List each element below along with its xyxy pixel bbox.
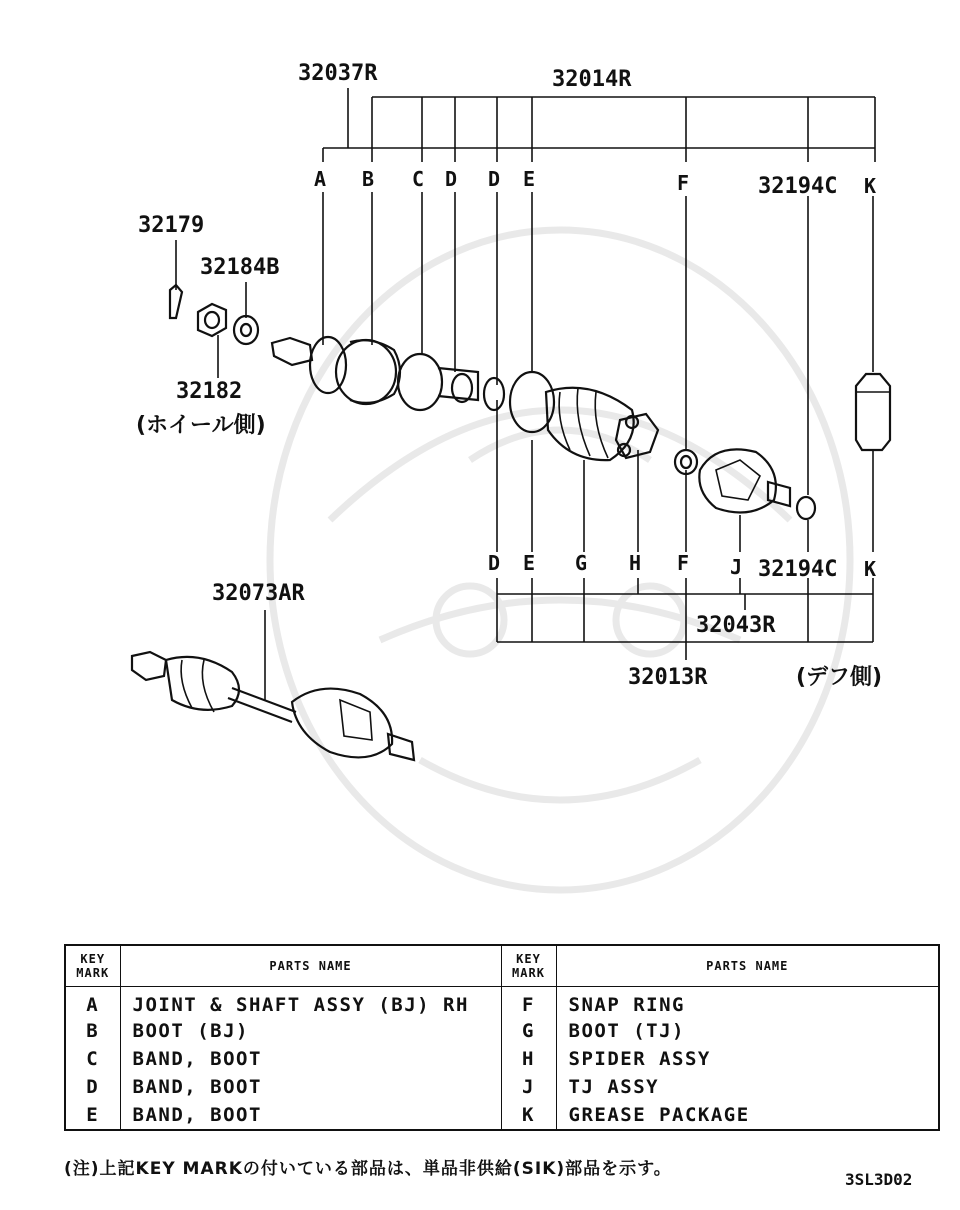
wheel-side-label: (ホイール側) (136, 413, 266, 438)
key-mark-cell: B (65, 1017, 120, 1045)
top-key-d-second: D (488, 167, 501, 191)
part-number-32073AR: 32073AR (212, 581, 305, 606)
table-row (65, 987, 939, 1018)
parts-name-header-left: PARTS NAME (120, 945, 501, 987)
circlip-icon (797, 497, 815, 519)
parts-name-cell: BAND, BOOT (120, 1101, 501, 1130)
washer-icon (234, 316, 258, 344)
complete-drive-shaft-drawing (132, 652, 414, 760)
key-mark-cell: E (65, 1101, 120, 1130)
parts-name-cell: BAND, BOOT (120, 1045, 501, 1073)
parts-name-header-right: PARTS NAME (556, 945, 939, 987)
top-key-a: A (314, 167, 327, 191)
table-row (65, 1045, 939, 1073)
nut-icon (198, 304, 226, 336)
bottom-key-e: E (523, 551, 536, 575)
parts-name-cell: BOOT (TJ) (556, 1017, 939, 1045)
top-key-d: D (445, 167, 458, 191)
bottom-key-f: F (677, 551, 690, 575)
part-number-32194C-bottom: 32194C (758, 557, 838, 582)
footer-note: (注)上記KEY MARKの付いている部品は、単品非供給(SIK)部品を示す。 (64, 1159, 672, 1179)
key-mark-cell: G (501, 1017, 556, 1045)
key-mark-cell: F (501, 987, 556, 1018)
parts-name-cell: BAND, BOOT (120, 1073, 501, 1101)
parts-key-table (64, 944, 940, 1131)
parts-name-cell: GREASE PACKAGE (556, 1101, 939, 1130)
part-number-32179: 32179 (138, 213, 205, 238)
table-row (65, 1017, 939, 1045)
part-number-32013R: 32013R (628, 665, 708, 690)
grease-package-icon (856, 374, 890, 450)
figure-code: 3SL3D02 (845, 1170, 913, 1189)
key-mark-cell: D (65, 1073, 120, 1101)
table-row (65, 1073, 939, 1101)
parts-name-cell: JOINT & SHAFT ASSY (BJ) RH (120, 987, 501, 1018)
part-number-32043R: 32043R (696, 613, 776, 638)
bottom-key-g: G (575, 551, 588, 575)
bottom-key-j: J (730, 555, 743, 579)
part-number-32184B: 32184B (200, 255, 280, 280)
part-number-32182: 32182 (176, 379, 243, 404)
bottom-key-row (488, 551, 876, 582)
part-number-32037R: 32037R (298, 61, 378, 86)
top-key-row (314, 167, 876, 199)
part-number-32194C-top: 32194C (758, 174, 838, 199)
top-key-b: B (362, 167, 375, 191)
top-key-e: E (523, 167, 536, 191)
key-mark-cell: J (501, 1073, 556, 1101)
parts-name-cell: BOOT (BJ) (120, 1017, 501, 1045)
table-header-row (65, 945, 939, 987)
key-mark-cell: A (65, 987, 120, 1018)
key-mark-header-right: KEY MARK (501, 945, 556, 987)
key-mark-cell: K (501, 1101, 556, 1130)
diff-side-label: (デフ側) (796, 665, 883, 690)
bottom-key-h: H (629, 551, 642, 575)
key-mark-header-left: KEY MARK (65, 945, 120, 987)
bottom-key-k: K (864, 557, 877, 581)
top-key-f: F (677, 171, 690, 195)
table-row (65, 1101, 939, 1130)
top-key-c: C (412, 167, 425, 191)
top-key-k: K (864, 174, 877, 198)
parts-name-cell: SPIDER ASSY (556, 1045, 939, 1073)
bottom-key-d: D (488, 551, 501, 575)
key-mark-cell: C (65, 1045, 120, 1073)
key-mark-cell: H (501, 1045, 556, 1073)
parts-name-cell: TJ ASSY (556, 1073, 939, 1101)
parts-name-cell: SNAP RING (556, 987, 939, 1018)
part-number-32014R: 32014R (552, 67, 632, 92)
